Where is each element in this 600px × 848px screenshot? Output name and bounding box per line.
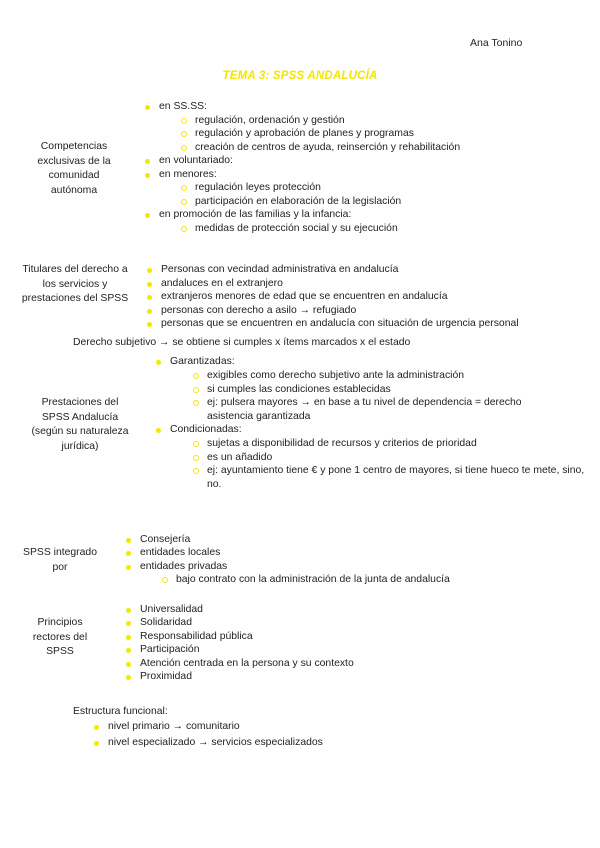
list-item: bajo contrato con la administración de la junta de andalucía: [176, 574, 450, 585]
list-item: en menores:: [159, 169, 217, 180]
list-item: en SS.SS:: [159, 101, 207, 112]
list-item: personas que se encuentren en andalucía con situación de urgencia personal: [161, 318, 519, 329]
section-label-competencias: Competencias exclusivas de la comunidad autónoma: [37, 141, 111, 196]
list-item: regulación, ordenación y gestión: [195, 115, 345, 126]
list-item: Consejería: [140, 534, 191, 545]
list-item: andaluces en el extranjero: [161, 278, 283, 289]
list-item: es un añadido: [207, 452, 273, 463]
list-item: Solidaridad: [140, 617, 192, 628]
list-item: en promoción de las familias y la infancia:: [159, 209, 352, 220]
list-item: Responsabilidad pública: [140, 631, 253, 642]
list-item: Atención centrada en la persona y su contexto: [140, 658, 354, 669]
list-item: Participación: [140, 644, 200, 655]
list-item: exigibles como derecho subjetivo ante la administración: [207, 370, 465, 381]
list-item: Garantizadas:: [170, 356, 235, 367]
list-item: si cumples las condiciones establecidas: [207, 384, 391, 395]
list-item: nivel especializado → servicios especializados: [108, 737, 323, 748]
section-label-prestaciones: Prestaciones del SPSS Andalucía (según su naturaleza jurídica): [31, 397, 129, 452]
derecho-subjetivo-note: Derecho subjetivo → se obtiene si cumples x ítems marcados x el estado: [73, 337, 411, 348]
list-item: en voluntariado:: [159, 155, 233, 166]
list-item: medidas de protección social y su ejecución: [195, 223, 398, 234]
estructura-heading: Estructura funcional:: [73, 706, 168, 717]
page-title: TEMA 3: SPSS ANDALUCÍA: [222, 70, 378, 82]
list-item: personas con derecho a asilo → refugiado: [161, 305, 357, 316]
list-item: participación en elaboración de la legislación: [195, 196, 402, 207]
list-item: sujetas a disponibilidad de recursos y criterios de prioridad: [207, 438, 477, 449]
list-item: Condicionadas:: [170, 424, 242, 435]
list-item: extranjeros menores de edad que se encuentren en andalucía: [161, 291, 448, 302]
list-item: Personas con vecindad administrativa en andalucía: [161, 264, 399, 275]
list-item: Universalidad: [140, 604, 203, 615]
list-item: nivel primario → comunitario: [108, 721, 240, 732]
list-item: regulación leyes protección: [195, 182, 321, 193]
list-item: ej: pulsera mayores → en base a tu nivel de dependencia = derecho asistencia garantizada: [207, 396, 547, 424]
list-item: Proximidad: [140, 671, 192, 682]
section-label-titulares: Titulares del derecho a los servicios y prestaciones del SPSS: [21, 264, 129, 304]
author-name: Ana Tonino: [470, 37, 523, 49]
list-item: regulación y aprobación de planes y programas: [195, 128, 414, 139]
list-item: entidades privadas: [140, 561, 228, 572]
list-item: creación de centros de ayuda, reinserción y rehabilitación: [195, 142, 461, 153]
list-item: entidades locales: [140, 547, 221, 558]
section-label-principios: Principios rectores del SPSS: [32, 617, 88, 657]
list-item: ej: ayuntamiento tiene € y pone 1 centro de mayores, si tiene hueco te mete, sino, no.: [207, 464, 587, 492]
section-label-integrado: SPSS integrado por: [23, 547, 97, 573]
